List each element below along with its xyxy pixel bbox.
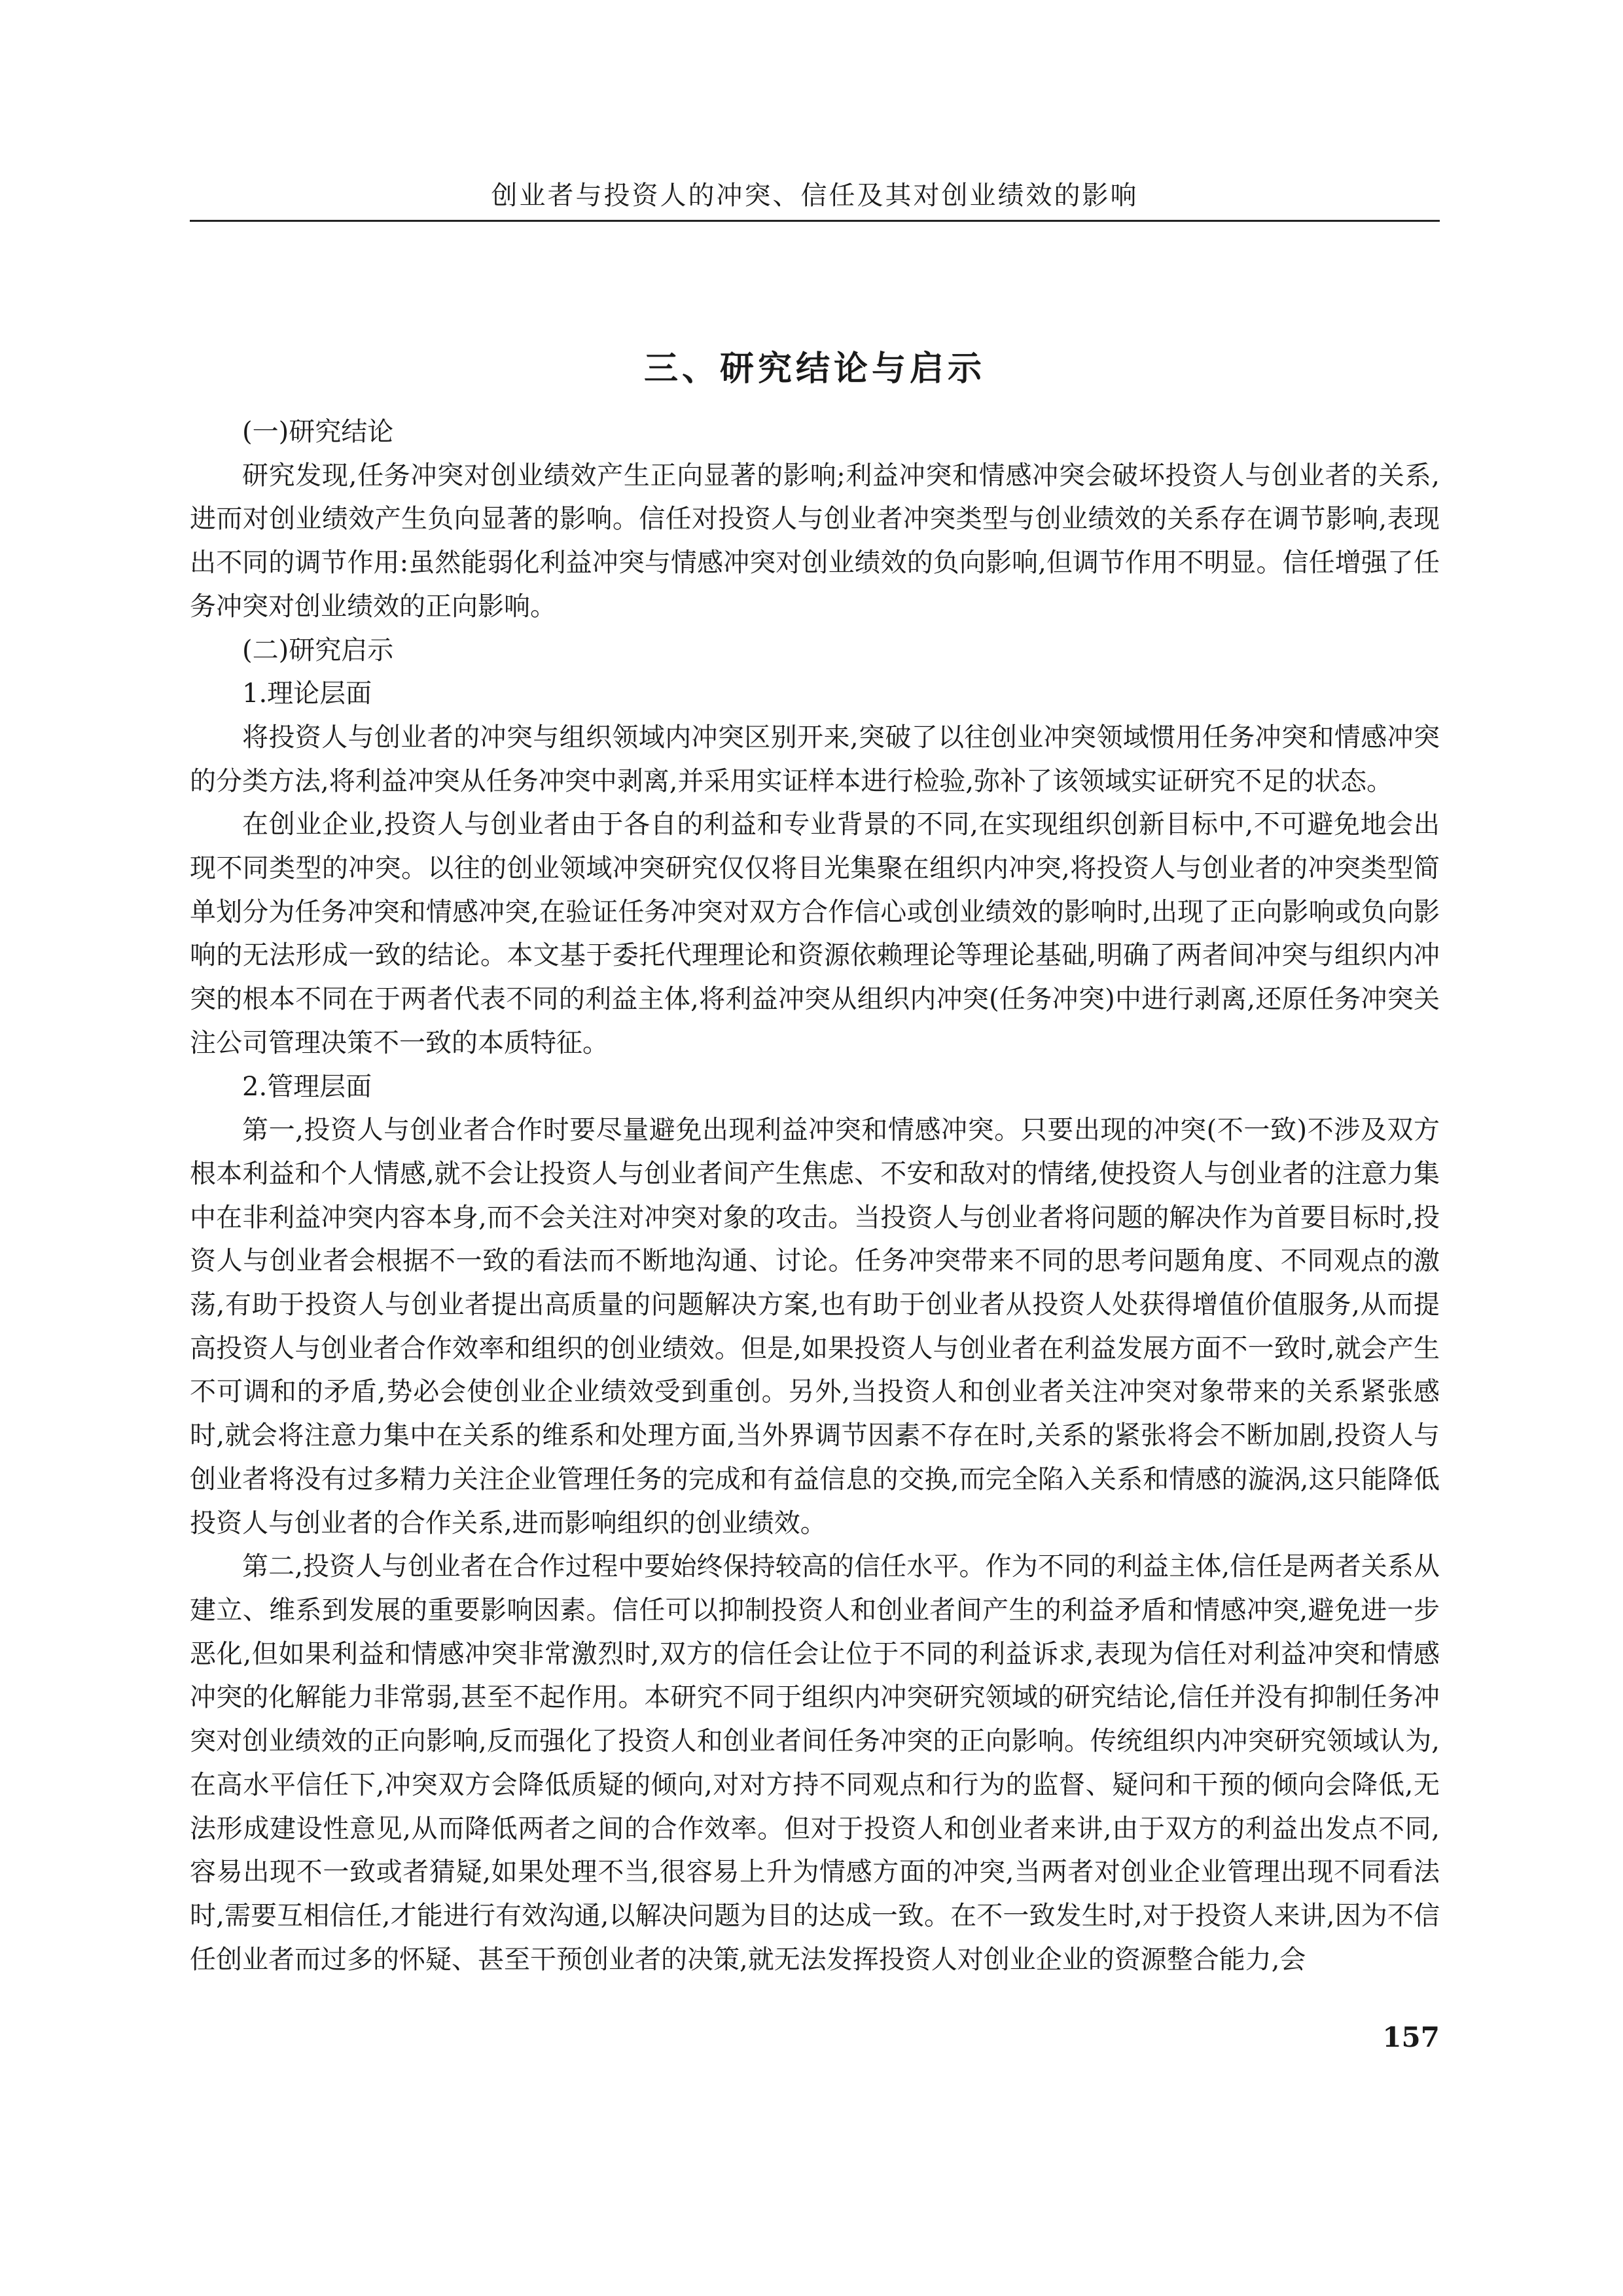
page-number: 157 xyxy=(1382,2021,1440,2053)
theory-heading: 1.理论层面 xyxy=(242,679,372,709)
section-title: 三、研究结论与启示 xyxy=(643,349,986,389)
running-header: 创业者与投资人的冲突、信任及其对创业绩效的影响 xyxy=(491,181,1139,211)
conclusion-heading: (一)研究结论 xyxy=(242,417,394,447)
management-paragraph-2: 第二,投资人与创业者在合作过程中要始终保持较高的信任水平。作为不同的利益主体,信任是两者关系从建立、维系到发展的重要影响因素。信任可以抑制投资人和创业者间产生的利益矛盾和情感冲突,避免进一步恶化,但如果利益和情感冲突非常激烈时,双方的信任会让位于不同的利益诉求,表现为信任对利益冲突和情感冲突的化解能力非常弱,甚至不起作用。本研究不同于组织内冲突研究领域的研究结论,信任并没有抑制任务冲突对创业绩效的正向影响,反而强化了投资人和创业者间任务冲突的正向影响。传统组织内冲突研究领域认为,在高水平信任下,冲突双方会降低质疑的倾向,对对方持不同观点和行为的监督、疑问和干预的倾向会降低,无法形成建设性意见,从而降低两者之间的合作效率。但对于投资人和创业者来讲,由于双方的利益出发点不同,容易出现不一致或者猜疑,如果处理不当,很容易上升为情感方面的冲突,当两者对创业企业管理出现不同看法时,需要互相信任,才能进行有效沟通,以解决问题为目的达成一致。在不一致发生时,对于投资人来讲,因为不信任创业者而过多的怀疑、甚至干预创业者的决策,就无法发挥投资人对创业企业的资源整合能力,会 xyxy=(190,1551,1440,1975)
implication-heading: (二)研究启示 xyxy=(242,635,394,665)
header-rule xyxy=(190,220,1440,222)
management-paragraph-1: 第一,投资人与创业者合作时要尽量避免出现利益冲突和情感冲突。只要出现的冲突(不一致)不涉及双方根本利益和个人情感,就不会让投资人与创业者间产生焦虑、不安和敌对的情绪,使投资人与创业者的注意力集中在非利益冲突内容本身,而不会关注对冲突对象的攻击。当投资人与创业者将问题的解决作为首要目标时,投资人与创业者会根据不一致的看法而不断地沟通、讨论。任务冲突带来不同的思考问题角度、不同观点的激荡,有助于投资人与创业者提出高质量的问题解决方案,也有助于创业者从投资人处获得增值价值服务,从而提高投资人与创业者合作效率和组织的创业绩效。但是,如果投资人与创业者在利益发展方面不一致时,就会产生不可调和的矛盾,势必会使创业企业绩效受到重创。另外,当投资人和创业者关注冲突对象带来的关系紧张感时,就会将注意力集中在关系的维系和处理方面,当外界调节因素不存在时,关系的紧张将会不断加剧,投资人与创业者将没有过多精力关注企业管理任务的完成和有益信息的交换,而完全陷入关系和情感的漩涡,这只能降低投资人与创业者的合作关系,进而影响组织的创业绩效。 xyxy=(190,1115,1440,1538)
body-text xyxy=(190,410,1440,1981)
conclusion-paragraph: 研究发现,任务冲突对创业绩效产生正向显著的影响;利益冲突和情感冲突会破坏投资人与创业者的关系,进而对创业绩效产生负向显著的影响。信任对投资人与创业者冲突类型与创业绩效的关系存在调节影响,表现出不同的调节作用:虽然能弱化利益冲突与情感冲突对创业绩效的负向影响,但调节作用不明显。信任增强了任务冲突对创业绩效的正向影响。 xyxy=(190,460,1440,622)
management-heading: 2.管理层面 xyxy=(242,1071,372,1102)
theory-paragraph-2: 在创业企业,投资人与创业者由于各自的利益和专业背景的不同,在实现组织创新目标中,不可避免地会出现不同类型的冲突。以往的创业领域冲突研究仅仅将目光集聚在组织内冲突,将投资人与创业者的冲突类型简单划分为任务冲突和情感冲突,在验证任务冲突对双方合作信心或创业绩效的影响时,出现了正向影响或负向影响的无法形成一致的结论。本文基于委托代理理论和资源依赖理论等理论基础,明确了两者间冲突与组织内冲突的根本不同在于两者代表不同的利益主体,将利益冲突从组织内冲突(任务冲突)中进行剥离,还原任务冲突关注公司管理决策不一致的本质特征。 xyxy=(190,809,1440,1058)
theory-paragraph-1: 将投资人与创业者的冲突与组织领域内冲突区别开来,突破了以往创业冲突领域惯用任务冲突和情感冲突的分类方法,将利益冲突从任务冲突中剥离,并采用实证样本进行检验,弥补了该领域实证研究不足的状态。 xyxy=(190,722,1440,796)
